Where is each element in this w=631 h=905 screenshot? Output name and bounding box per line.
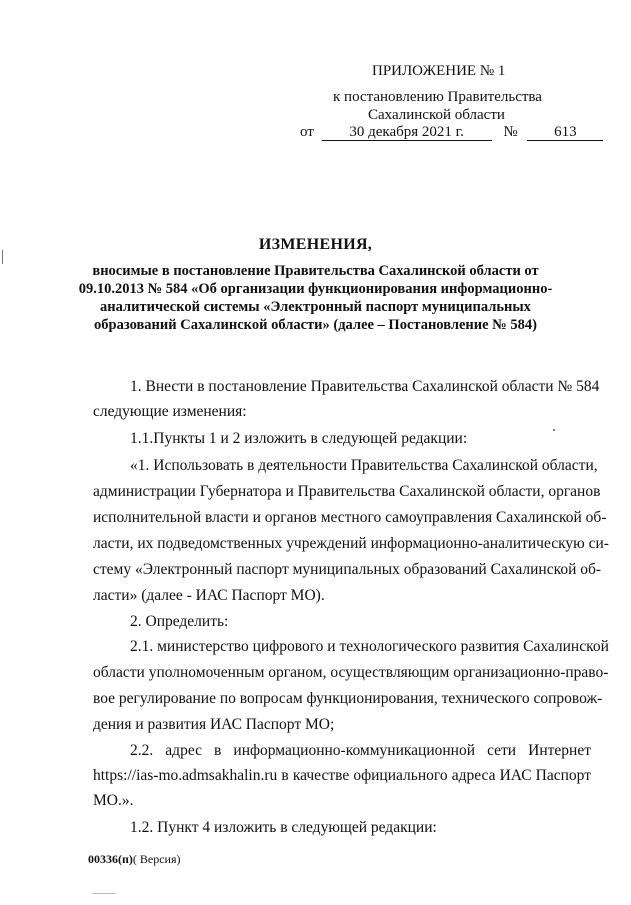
decree-date: 30 декабря 2021 г. [322,124,492,141]
paragraph-1-line-1: 1. Внести в постановление Правительства Сахалинской области № 584 [130,378,600,395]
decree-number: 613 [527,124,603,141]
paragraph-2-1-line-2: области уполномоченным органом, осуществляющим организационно-право- [93,664,609,681]
paragraph-3-line-4: ласти, их подведомственных учреждений информационно-аналитическую си- [93,535,609,552]
document-subtitle [60,262,571,334]
appendix-line-2: Сахалинской области [368,107,505,123]
paragraph-2-1-line-3: вое регулирование по вопросам функционирования, технического сопровож- [93,690,603,707]
paragraph-1-2: 1.2. Пункт 4 изложить в следующей редакции: [130,819,437,836]
paragraph-2-1-line-1: 2.1. министерство цифрового и технологического развития Сахалинской [130,638,609,655]
paragraph-3-line-5: стему «Электронный паспорт муниципальных образований Сахалинской об- [93,561,602,578]
paragraph-2-2-line-1: 2.2. адрес в информационно-коммуникационной сети Интернет [130,742,591,759]
paragraph-2-define: 2. Определить: [130,613,229,630]
subtitle-line: аналитической системы «Электронный паспорт муниципальных [100,299,531,315]
document-title: ИЗМЕНЕНИЯ, [258,236,373,253]
number-label: № [503,124,518,140]
document-version: ( Версия) [132,852,181,866]
paragraph-3-line-2: администрации Губернатора и Правительства Сахалинской области, органов [93,483,601,500]
paragraph-3-line-6: ласти» (далее - ИАС Паспорт МО). [93,587,325,604]
paragraph-1-line-2: следующие изменения: [93,403,247,420]
scan-mark [92,893,116,894]
paragraph-2-2-line-3: МО.». [93,792,134,809]
paragraph-3-line-3: исполнительной власти и органов местного самоуправления Сахалинской об- [93,509,607,526]
subtitle-line: вносимые в постановление Правительства Сахалинской области от [92,263,539,279]
subtitle-line: образований Сахалинской области» (далее – Постановление № 584) [94,317,537,333]
paragraph-2-1-line-4: дения и развития ИАС Паспорт МО; [93,716,335,733]
paragraph-3-line-1: «1. Использовать в деятельности Правительства Сахалинской области, [130,457,598,474]
appendix-line-1: к постановлению Правительства [333,89,542,105]
appendix-heading: ПРИЛОЖЕНИЕ № 1 [372,63,506,79]
appendix-date-row [300,123,603,141]
paragraph-2-2-line-2: https://ias-mo.admsakhalin.ru в качестве официального адреса ИАС Паспорт [93,767,591,784]
from-label: от [300,124,314,140]
document-footer [88,852,181,867]
subtitle-line: 09.10.2013 № 584 «Об организации функционирования информационно- [78,281,553,297]
scan-mark [553,429,555,431]
paragraph-1-1: 1.1.Пункты 1 и 2 изложить в следующей редакции: [130,430,468,447]
document-code: 00336(п) [88,852,133,866]
scan-mark [2,250,3,264]
